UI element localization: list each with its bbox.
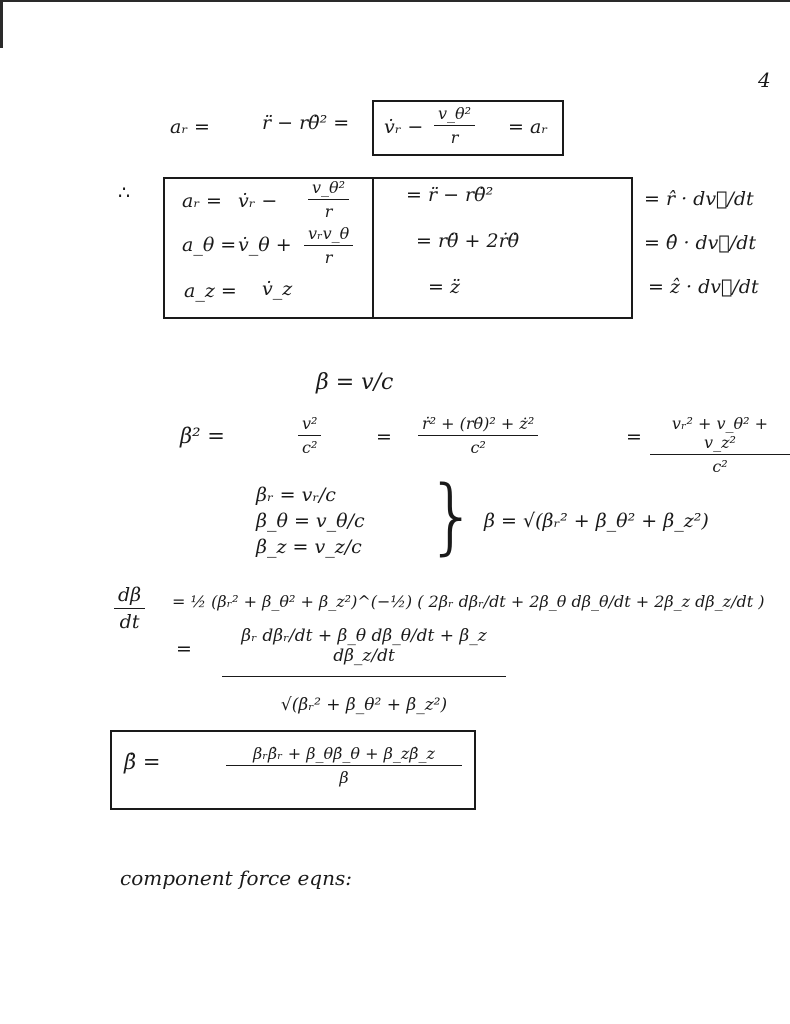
components-brace: } xyxy=(426,469,479,564)
beta-sq-fraction-1 xyxy=(298,414,321,457)
row-r-fraction xyxy=(308,178,349,221)
deriv-line-2-den: √(βᵣ² + β_θ² + β_z²) xyxy=(280,695,448,715)
beta-sq-fraction-2 xyxy=(418,414,538,457)
deriv-line-2-fraction xyxy=(222,626,506,715)
result-num: βᵣβ̇ᵣ + β_θβ̇_θ + β_zβ̇_z xyxy=(226,744,462,766)
therefore-symbol: ∴ xyxy=(118,182,131,204)
accel-boxed-rhs: = aᵣ xyxy=(508,116,548,138)
row-theta-frac-den: r xyxy=(324,248,333,267)
row-z-right: = ẑ · dv⃗/dt xyxy=(648,276,759,298)
row-z-mid: = z̈ xyxy=(428,276,460,298)
beta-sq-f2-den: c² xyxy=(470,438,486,457)
row-r-lhs: aᵣ = xyxy=(182,190,222,212)
components-table-divider xyxy=(372,177,374,317)
row-z-term1: v̇_z xyxy=(262,278,293,300)
accel-boxed-den: r xyxy=(450,128,459,147)
beta-sq-f1-num: v² xyxy=(298,414,321,436)
beta-definition: β = v/c xyxy=(316,370,394,395)
dbeta-num: dβ xyxy=(114,584,145,609)
row-theta-frac-num: vᵣv_θ xyxy=(304,224,353,246)
beta-theta-component: β_θ = v_θ/c xyxy=(256,510,365,532)
beta-sq-f1-den: c² xyxy=(302,438,318,457)
beta-sq-lhs: β² = xyxy=(180,424,225,448)
accel-lhs: aᵣ = xyxy=(170,116,210,138)
page-number: 4 xyxy=(758,68,771,92)
result-lhs: β̇ = xyxy=(124,750,161,774)
beta-r-component: βᵣ = vᵣ/c xyxy=(256,484,336,506)
scan-edge-top xyxy=(0,0,790,2)
row-theta-term1: v̇_θ + xyxy=(238,234,292,256)
beta-sq-f2-num: ṙ² + (rθ̇)² + ż² xyxy=(418,414,538,436)
deriv-line-2-num: βᵣ dβᵣ/dt + β_θ dβ_θ/dt + β_z dβ_z/dt xyxy=(222,626,506,677)
beta-sq-eq2: = xyxy=(626,426,642,448)
beta-sq-f3-den: c² xyxy=(712,457,728,476)
result-fraction xyxy=(226,744,462,787)
beta-sq-f3-num: vᵣ² + v_θ² + v_z² xyxy=(650,414,790,455)
deriv-eq: = xyxy=(176,638,192,660)
deriv-line-1: = ½ (βᵣ² + β_θ² + β_z²)^(−½) ( 2βᵣ dβᵣ/dt + 2β_θ dβ_θ/dt + 2β_z dβ_z/dt ) xyxy=(172,592,765,611)
result-den: β xyxy=(339,768,349,787)
row-theta-fraction xyxy=(304,224,353,267)
row-r-frac-num: v_θ² xyxy=(308,178,349,200)
row-r-term1: v̇ᵣ − xyxy=(238,190,278,212)
row-theta-lhs: a_θ = xyxy=(182,234,237,256)
beta-sq-eq1: = xyxy=(376,426,392,448)
scan-edge-left xyxy=(0,0,3,48)
beta-magnitude: β = √(βᵣ² + β_θ² + β_z²) xyxy=(484,510,709,532)
accel-boxed-v: v̇ᵣ − xyxy=(384,116,424,138)
dbeta-den: dt xyxy=(119,611,140,633)
beta-z-component: β_z = v_z/c xyxy=(256,536,362,558)
row-theta-right: = θ̂ · dv⃗/dt xyxy=(644,232,757,254)
row-r-mid: = r̈ − rθ̇² xyxy=(406,184,494,206)
row-theta-mid: = rθ̈ + 2ṙθ̇ xyxy=(416,230,520,252)
row-z-lhs: a_z = xyxy=(184,280,237,302)
accel-boxed-num: v_θ² xyxy=(434,104,475,126)
beta-sq-fraction-3 xyxy=(650,414,790,476)
footer-text: component force eqns: xyxy=(120,866,352,890)
dbeta-dt-fraction xyxy=(114,584,145,633)
row-r-frac-den: r xyxy=(324,202,333,221)
row-r-right: = r̂ · dv⃗/dt xyxy=(644,188,754,210)
accel-boxed-fraction xyxy=(434,104,475,147)
accel-middle: r̈ − rθ̇² = xyxy=(262,112,350,134)
